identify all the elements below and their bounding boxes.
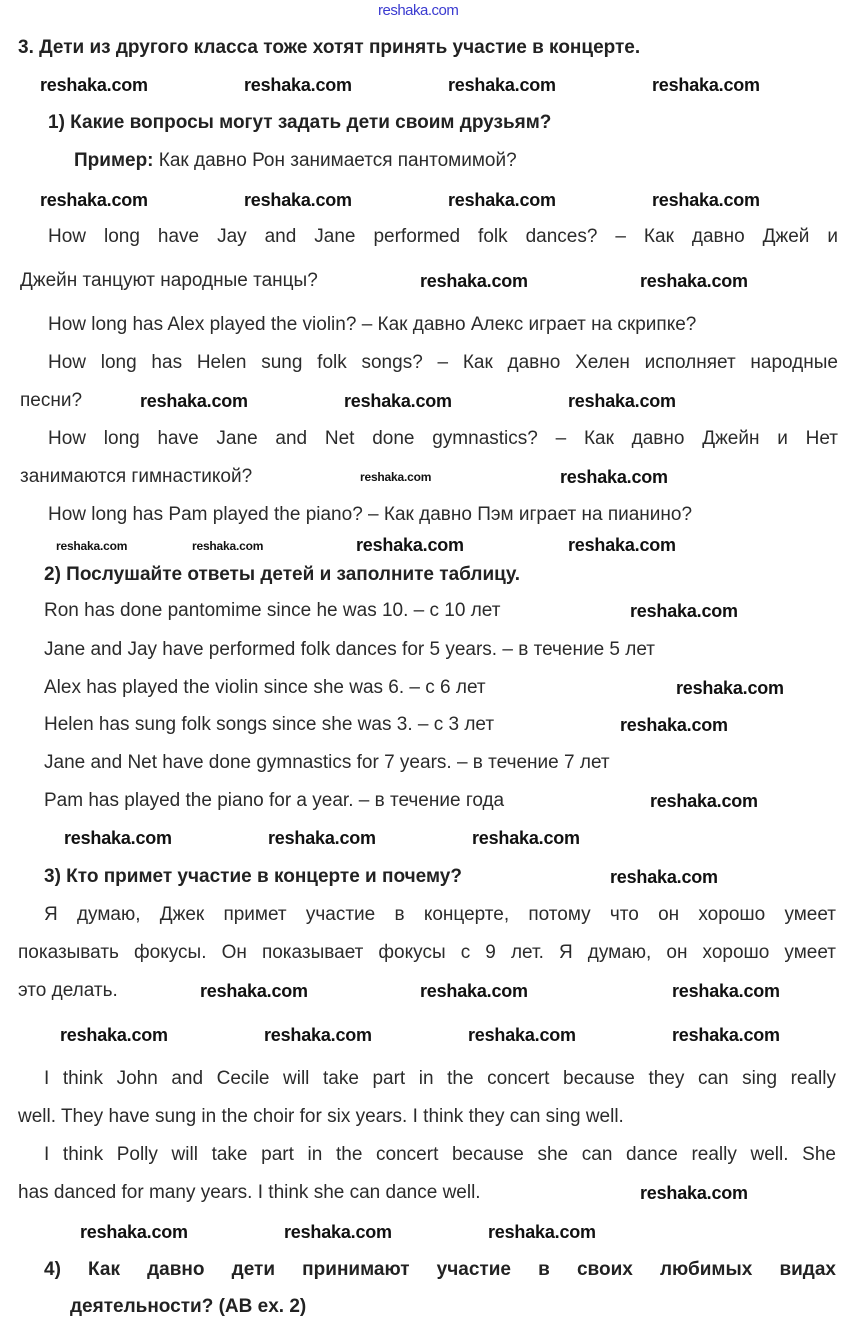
answer-line: Jane and Jay have performed folk dances for 5 years. – в течение 5 лет: [44, 639, 655, 660]
watermark: reshaka.com: [360, 470, 432, 484]
watermark: reshaka.com: [652, 190, 760, 210]
answer-line: показывать фокусы. Он показывает фокусы с 9 лет. Я думаю, он хорошо умеет: [18, 942, 836, 963]
part4-heading: 4) Как давно дети принимают участие в своих любимых видах: [44, 1259, 836, 1280]
task-title: 3. Дети из другого класса тоже хотят принять участие в концерте.: [18, 37, 641, 58]
answer-line: has danced for many years. I think she can dance well.: [18, 1182, 481, 1203]
example-line: [74, 150, 517, 172]
watermark: reshaka.com: [420, 271, 528, 291]
watermark: reshaka.com: [140, 391, 248, 411]
watermark: reshaka.com: [40, 75, 148, 95]
header-watermark: reshaka.com: [378, 2, 459, 19]
answer-line: How long have Jane and Net done gymnastics? – Как давно Джейн и Нет: [48, 428, 838, 449]
watermark: reshaka.com: [640, 1183, 748, 1203]
part2-heading: 2) Послушайте ответы детей и заполните таблицу.: [44, 564, 521, 585]
answer-line: I think Polly will take part in the concert because she can dance really well. She: [44, 1144, 836, 1165]
example-text: Как давно Рон занимается пантомимой?: [153, 150, 517, 171]
part3-heading: 3) Кто примет участие в концерте и почему?: [44, 866, 462, 887]
answer-line: Jane and Net have done gymnastics for 7 years. – в течение 7 лет: [44, 752, 610, 773]
watermark: reshaka.com: [448, 190, 556, 210]
watermark: reshaka.com: [468, 1025, 576, 1045]
answer-line: How long has Pam played the piano? – Как давно Пэм играет на пианино?: [48, 504, 693, 525]
watermark: reshaka.com: [64, 828, 172, 848]
watermark: reshaka.com: [420, 981, 528, 1001]
answer-line: Pam has played the piano for a year. – в течение года: [44, 790, 505, 811]
part1-heading: 1) Какие вопросы могут задать дети своим друзьям?: [48, 112, 552, 133]
watermark: reshaka.com: [244, 190, 352, 210]
watermark: reshaka.com: [620, 715, 728, 735]
answer-line: Я думаю, Джек примет участие в концерте, потому что он хорошо умеет: [44, 904, 836, 925]
watermark: reshaka.com: [344, 391, 452, 411]
watermark: reshaka.com: [610, 867, 718, 887]
watermark: reshaka.com: [630, 601, 738, 621]
answer-line: Helen has sung folk songs since she was 3. – с 3 лет: [44, 714, 495, 735]
answer-line: I think John and Cecile will take part in the concert because they can sing really: [44, 1068, 836, 1089]
watermark: reshaka.com: [560, 467, 668, 487]
watermark: reshaka.com: [264, 1025, 372, 1045]
watermark: reshaka.com: [80, 1222, 188, 1242]
watermark: reshaka.com: [472, 828, 580, 848]
example-label: Пример:: [74, 150, 154, 171]
answer-line: well. They have sung in the choir for six years. I think they can sing well.: [18, 1106, 624, 1127]
answer-line: Джейн танцуют народные танцы?: [20, 270, 318, 291]
watermark: reshaka.com: [488, 1222, 596, 1242]
watermark: reshaka.com: [448, 75, 556, 95]
watermark: reshaka.com: [672, 981, 780, 1001]
watermark: reshaka.com: [40, 190, 148, 210]
watermark: reshaka.com: [284, 1222, 392, 1242]
answer-line: How long has Alex played the violin? – Как давно Алекс играет на скрипке?: [48, 314, 697, 335]
watermark: reshaka.com: [200, 981, 308, 1001]
answer-line: это делать.: [18, 980, 118, 1001]
watermark: reshaka.com: [652, 75, 760, 95]
watermark: reshaka.com: [650, 791, 758, 811]
watermark: reshaka.com: [244, 75, 352, 95]
watermark: reshaka.com: [676, 678, 784, 698]
watermark: reshaka.com: [60, 1025, 168, 1045]
answer-line: How long has Helen sung folk songs? – Как давно Хелен исполняет народные: [48, 352, 838, 373]
watermark: reshaka.com: [356, 535, 464, 555]
watermark: reshaka.com: [640, 271, 748, 291]
answer-line: How long have Jay and Jane performed folk dances? – Как давно Джей и: [48, 226, 838, 247]
watermark: reshaka.com: [56, 539, 128, 553]
answer-line: Ron has done pantomime since he was 10. – с 10 лет: [44, 600, 501, 621]
watermark: reshaka.com: [268, 828, 376, 848]
part4-heading-cont: деятельности? (AB ex. 2): [70, 1296, 307, 1317]
watermark: reshaka.com: [192, 539, 264, 553]
watermark: reshaka.com: [568, 535, 676, 555]
answer-line: песни?: [20, 390, 83, 411]
watermark: reshaka.com: [568, 391, 676, 411]
answer-line: занимаются гимнастикой?: [20, 466, 253, 487]
answer-line: Alex has played the violin since she was 6. – с 6 лет: [44, 677, 486, 698]
watermark: reshaka.com: [672, 1025, 780, 1045]
